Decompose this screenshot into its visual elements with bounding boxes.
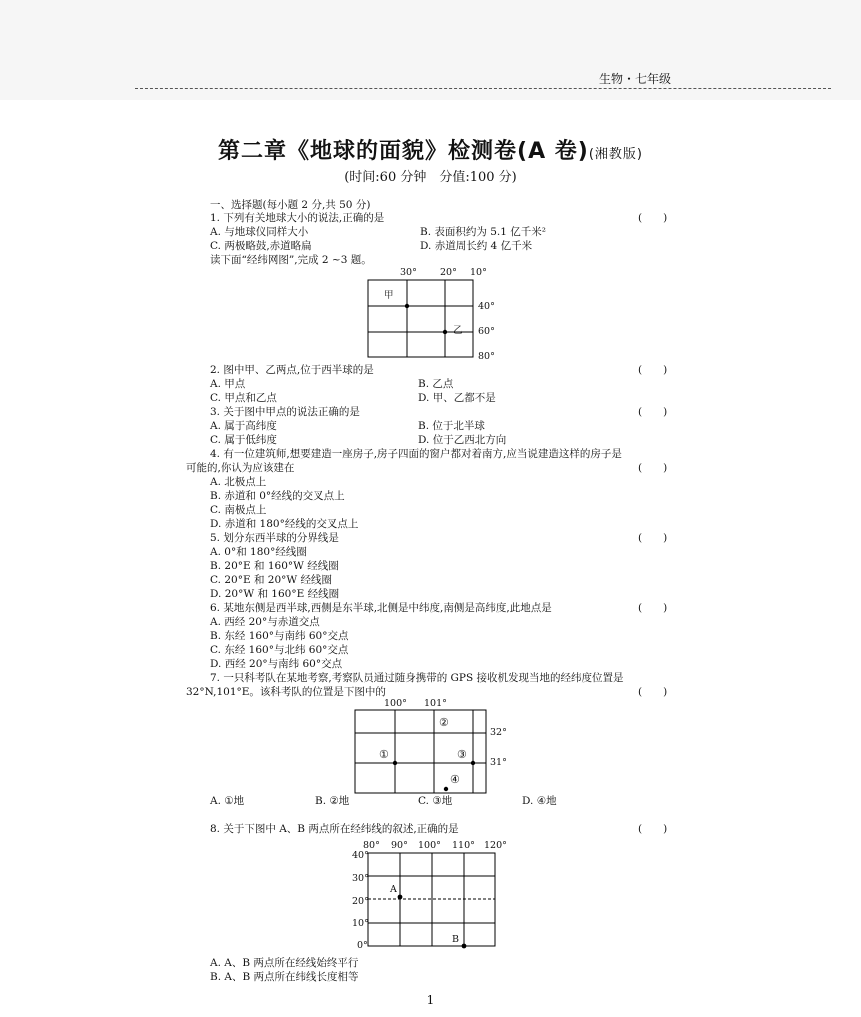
map1-point-label: 甲 <box>384 290 394 301</box>
map1-lat-label: 40° <box>478 301 495 312</box>
title-main: 第二章《地球的面貌》检测卷(A 卷) <box>218 139 589 164</box>
header-subject: 生物・七年级 <box>598 72 671 86</box>
point-4 <box>444 787 448 791</box>
map3-lat-label: 40° <box>352 850 369 861</box>
map3-point-label: A <box>390 884 397 895</box>
map2-marker-label: ④ <box>450 773 460 786</box>
map2-marker-label: ② <box>439 716 449 729</box>
q2-option-b: B. 乙点 <box>418 378 454 390</box>
exam-info: (时间:60 分钟 分值:100 分) <box>344 170 517 185</box>
map2-lon-label: 101° <box>424 698 447 709</box>
q6-option-c: C. 东经 160°与北纬 60°交点 <box>210 644 349 656</box>
q8-option-b: B. A、B 两点所在纬线长度相等 <box>210 971 359 983</box>
q1-option-c: C. 两极略鼓,赤道略扁 <box>210 240 312 252</box>
map1-lat-label: 60° <box>478 326 495 337</box>
page-title <box>0 134 861 165</box>
q7-stem-line2: 32°N,101°E。该科考队的位置是下图中的 <box>186 686 386 698</box>
q4-option-d: D. 赤道和 180°经线的交叉点上 <box>210 518 359 530</box>
map3-graticule <box>368 853 496 948</box>
q1-option-a: A. 与地球仪同样大小 <box>210 226 309 238</box>
q2-stem: 2. 图中甲、乙两点,位于西半球的是 <box>210 364 374 376</box>
map3-point-label: B <box>452 934 459 945</box>
q7-option-a: A. ①地 <box>210 795 245 807</box>
q4-option-a: A. 北极点上 <box>210 476 267 488</box>
q2-option-c: C. 甲点和乙点 <box>210 392 277 404</box>
map1-point-label: 乙 <box>453 325 463 336</box>
point-b <box>462 944 467 949</box>
map3-lat-label: 30° <box>352 873 369 884</box>
q7-stem-line1: 7. 一只科考队在某地考察,考察队员通过随身携带的 GPS 接收机发现当地的经纬度位置是 <box>210 672 624 684</box>
q5-stem: 5. 划分东西半球的分界线是 <box>210 532 339 544</box>
q5-option-d: D. 20°W 和 160°E 经线圈 <box>210 588 340 600</box>
q5-option-a: A. 0°和 180°经线圈 <box>210 546 307 558</box>
q5-answer-paren: ( ) <box>638 532 668 544</box>
section-heading: 一、选择题(每小题 2 分,共 50 分) <box>210 199 371 211</box>
q4-option-b: B. 赤道和 0°经线的交叉点上 <box>210 490 345 502</box>
map2-lat-label: 31° <box>490 757 507 768</box>
q6-stem: 6. 某地东侧是西半球,西侧是东半球,北侧是中纬度,南侧是高纬度,此地点是 <box>210 602 552 614</box>
q4-answer-paren: ( ) <box>638 462 668 474</box>
q8-stem: 8. 关于下图中 A、B 两点所在经纬线的叙述,正确的是 <box>210 823 459 835</box>
q2-answer-paren: ( ) <box>638 364 668 376</box>
q3-option-b: B. 位于北半球 <box>418 420 485 432</box>
q4-stem-line2: 可能的,你认为应该建在 <box>186 462 295 474</box>
map3-lon-label: 110° <box>452 840 475 851</box>
q8-answer-paren: ( ) <box>638 823 668 835</box>
q5-option-c: C. 20°E 和 20°W 经线圈 <box>210 574 333 586</box>
header-divider <box>135 88 831 89</box>
q2-option-d: D. 甲、乙都不是 <box>418 392 496 404</box>
q3-option-d: D. 位于乙西北方向 <box>418 434 507 446</box>
q7-option-d: D. ④地 <box>522 795 557 807</box>
q4-stem-line1: 4. 有一位建筑师,想要建造一座房子,房子四面的窗户都对着南方,应当说建造这样的房子是 <box>210 448 622 460</box>
q6-option-b: B. 东经 160°与南纬 60°交点 <box>210 630 349 642</box>
title-edition: (湘教版) <box>588 147 643 162</box>
map3-lon-label: 80° <box>363 840 380 851</box>
q3-option-a: A. 属于高纬度 <box>210 420 277 432</box>
q3-answer-paren: ( ) <box>638 406 668 418</box>
point-a <box>398 895 403 900</box>
map1-lon-label: 10° <box>470 267 487 278</box>
q7-option-c: C. ③地 <box>418 795 453 807</box>
q2-option-a: A. 甲点 <box>210 378 246 390</box>
map3-lon-label: 120° <box>484 840 507 851</box>
map3-lon-label: 90° <box>391 840 408 851</box>
reading-instruction: 读下面“经纬网图”,完成 2 ~3 题。 <box>210 254 372 266</box>
q6-option-a: A. 西经 20°与赤道交点 <box>210 616 320 628</box>
map3-lat-label: 0° <box>357 940 368 951</box>
point-yi <box>443 330 447 334</box>
q1-stem: 1. 下列有关地球大小的说法,正确的是 <box>210 212 385 224</box>
point-1 <box>393 761 397 765</box>
map2-marker-label: ③ <box>457 748 467 761</box>
q1-answer-paren: ( ) <box>638 212 668 224</box>
q7-option-b: B. ②地 <box>315 795 350 807</box>
page-top-band <box>0 0 861 100</box>
point-jia <box>405 304 409 308</box>
map2-marker-label: ① <box>379 748 389 761</box>
q6-answer-paren: ( ) <box>638 602 668 614</box>
map3-lat-label: 20° <box>352 896 369 907</box>
map3-lon-label: 100° <box>418 840 441 851</box>
q3-option-c: C. 属于低纬度 <box>210 434 277 446</box>
page-number: 1 <box>426 993 435 1007</box>
q1-option-d: D. 赤道周长约 4 亿千米 <box>420 240 533 252</box>
q3-stem: 3. 关于图中甲点的说法正确的是 <box>210 406 360 418</box>
map2-lon-label: 100° <box>384 698 407 709</box>
q7-answer-paren: ( ) <box>638 686 668 698</box>
map3-lat-label: 10° <box>352 918 369 929</box>
map2-graticule <box>355 710 487 794</box>
map1-lon-label: 30° <box>400 267 417 278</box>
q8-option-a: A. A、B 两点所在经线始终平行 <box>210 957 359 969</box>
q1-option-b: B. 表面积约为 5.1 亿千米² <box>420 226 546 238</box>
map2-lat-label: 32° <box>490 727 507 738</box>
point-3 <box>471 761 475 765</box>
map1-lon-label: 20° <box>440 267 457 278</box>
q5-option-b: B. 20°E 和 160°W 经线圈 <box>210 560 339 572</box>
q6-option-d: D. 西经 20°与南纬 60°交点 <box>210 658 343 670</box>
map1-lat-label: 80° <box>478 351 495 362</box>
q4-option-c: C. 南极点上 <box>210 504 267 516</box>
